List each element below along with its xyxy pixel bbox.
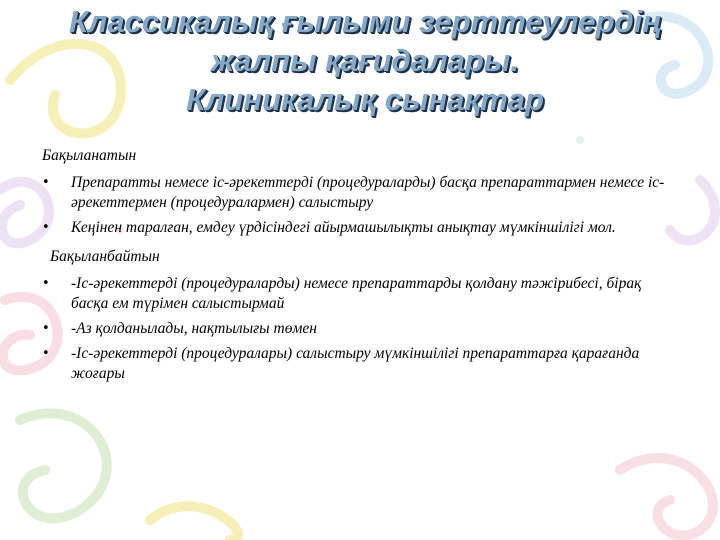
list-item-text: Препаратты немесе іс-әрекеттерді (процедураларды) басқа препараттармен немесе іс-әрекеттермен (процедуралармен) салыстыру xyxy=(71,174,665,211)
section-label-uncontrolled: Бақыланбайтын xyxy=(50,248,160,265)
list-item-text: Кеңінен таралған, емдеу үрдісіндегі айырмашылықты анықтау мүмкіншілігі мол. xyxy=(71,219,616,236)
title-line-2: жалпы қағидалары. xyxy=(211,43,519,78)
bullet-icon: • xyxy=(42,346,50,361)
slide-content xyxy=(42,146,682,389)
title-line-3: Клиникалық сынақтар xyxy=(186,82,544,117)
controlled-list xyxy=(42,173,682,238)
slide-title xyxy=(40,2,690,119)
list-item-text: -Іс-әрекеттерді (процедураларды) немесе препараттарды қолдану тәжірибесі, бірақ басқа ем түрімен салыстырмай xyxy=(71,275,642,312)
list-item-text: -Іс-әрекеттерді (процедуралары) салыстыру мүмкіншілігі препараттарға қарағанда жоғары xyxy=(71,345,640,382)
list-item-text: -Аз қолданылады, нақтылығы төмен xyxy=(71,320,317,337)
section-label-controlled: Бақыланатын xyxy=(42,147,137,164)
bullet-icon: • xyxy=(42,220,50,235)
bullet-icon: • xyxy=(42,175,50,190)
bullet-icon: • xyxy=(42,276,50,291)
list-item xyxy=(42,218,682,238)
bullet-icon: • xyxy=(42,321,50,336)
list-item xyxy=(42,344,682,384)
uncontrolled-list xyxy=(42,274,682,384)
list-item xyxy=(42,319,682,339)
list-item xyxy=(42,274,682,314)
list-item xyxy=(42,173,682,213)
title-line-1: Классикалық ғылыми зерттеулердің xyxy=(69,4,661,39)
